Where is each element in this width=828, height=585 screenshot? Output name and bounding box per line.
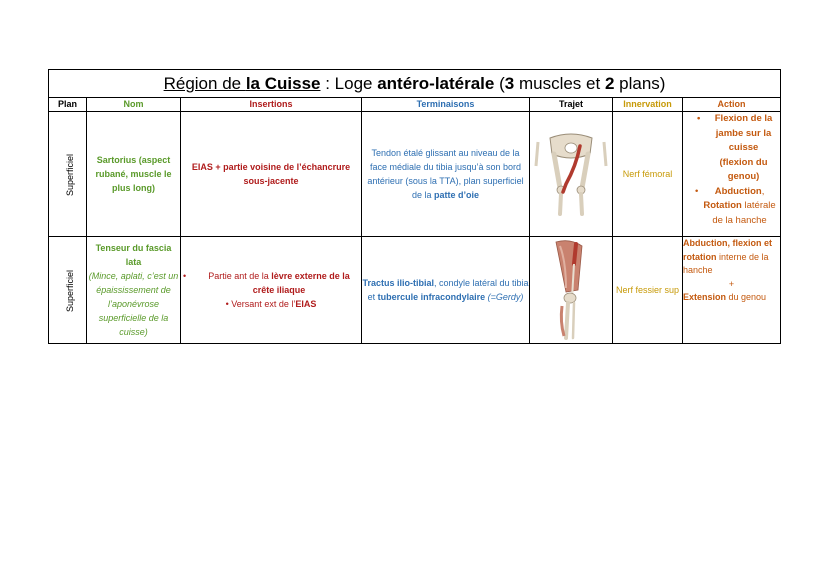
terminaisons-cell: Tendon étalé glissant au niveau de la face médiale du tibia jusqu’à son bord antérieur (sous la TTA), plan superficiel de la patte d’oie	[362, 112, 530, 237]
action-cell	[683, 112, 781, 237]
action-item: Abduction, flexion et rotation interne de la hanche	[683, 238, 772, 275]
trajet-cell	[530, 112, 613, 237]
action-item: • Abduction, Rotation latérale de la hanche	[695, 185, 776, 226]
thigh-skeleton-sartorius-icon	[532, 132, 610, 216]
plan-label: Superficiel	[65, 269, 76, 313]
header-plan: Plan	[49, 98, 87, 112]
header-insertions: Insertions	[181, 98, 362, 112]
header-innervation: Innervation	[613, 98, 683, 112]
header-action: Action	[683, 98, 781, 112]
title-region: Région de la Cuisse	[163, 74, 321, 93]
header-terminaisons: Terminaisons	[362, 98, 530, 112]
nom-cell: Sartorius (aspect rubané, muscle le plus long)	[87, 112, 181, 237]
muscle-table	[48, 69, 781, 344]
innervation-cell: Nerf fessier sup	[613, 237, 683, 344]
action-item: • Flexion de la jambe sur la cuisse (flexion du genou)	[697, 113, 773, 182]
insertion-item: • Versant ext de l’EIAS	[225, 299, 317, 309]
table-row	[49, 112, 781, 237]
action-cell	[683, 237, 781, 344]
terminaisons-cell: Tractus ilio-tibial, condyle latéral du tibia et tubercule infracondylaire (=Gerdy)	[362, 237, 530, 344]
leg-tensor-fascia-lata-icon	[536, 238, 606, 342]
action-plus: +	[728, 278, 735, 289]
insertions-cell: EIAS + partie voisine de l’échancrure sous-jacente	[181, 112, 362, 237]
page-title: Région de la Cuisse : Loge antéro-latérale (3 muscles et 2 plans)	[49, 70, 781, 98]
header-nom: Nom	[87, 98, 181, 112]
nom-main: Tenseur du fascia lata	[95, 243, 172, 267]
nom-cell	[87, 237, 181, 344]
header-trajet: Trajet	[530, 98, 613, 112]
trajet-cell	[530, 237, 613, 344]
nom-note: (Mince, aplati, c’est un épaississement de l’aponévrose superficielle de la cuisse)	[88, 271, 179, 337]
plan-label: Superficiel	[65, 153, 76, 197]
insertion-item: • Partie ant de la lèvre externe de la crête iliaque	[183, 271, 350, 295]
header-row	[49, 98, 781, 112]
plan-cell	[49, 237, 87, 344]
innervation-cell: Nerf fémoral	[613, 112, 683, 237]
plan-cell	[49, 112, 87, 237]
action-item: Extension du genou	[683, 292, 767, 302]
table-row	[49, 237, 781, 344]
insertions-cell	[181, 237, 362, 344]
